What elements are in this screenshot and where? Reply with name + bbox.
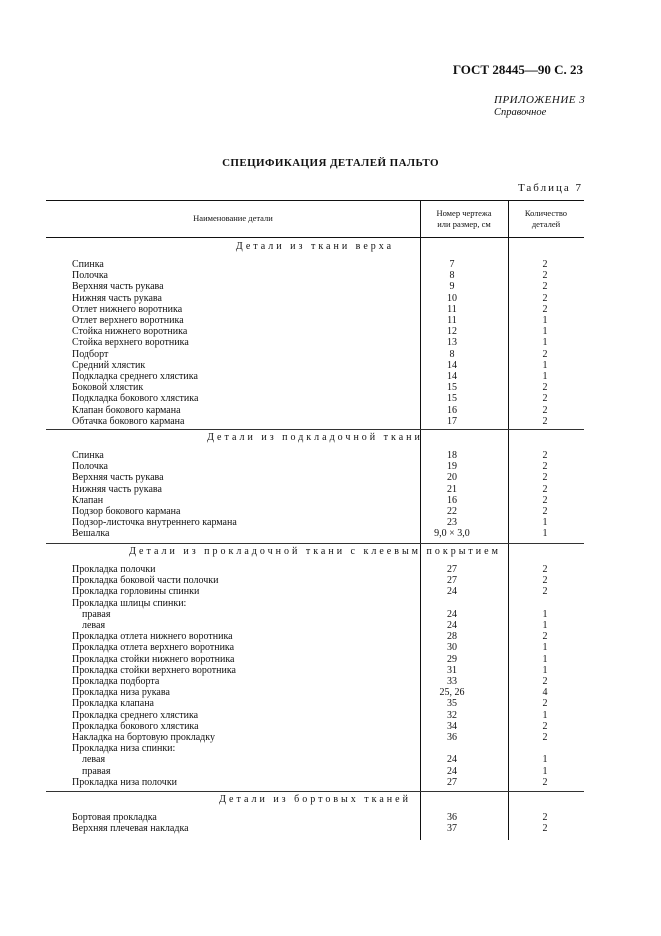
detail-quantity: 1 <box>542 664 548 676</box>
detail-quantity: 1 <box>542 620 548 631</box>
detail-name: Верхняя плечевая накладка <box>72 823 189 835</box>
detail-name: левая <box>82 620 106 631</box>
drawing-number: 8 <box>449 348 455 360</box>
detail-name: Средний хлястик <box>72 359 146 371</box>
table-row <box>46 461 584 472</box>
drawing-number: 27 <box>447 575 457 587</box>
detail-name: Подборт <box>72 348 109 360</box>
drawing-number: 33 <box>447 676 457 687</box>
detail-quantity: 2 <box>542 281 548 293</box>
drawing-number: 9 <box>449 281 455 293</box>
table-row <box>46 564 584 575</box>
drawing-number: 21 <box>447 483 457 495</box>
table-row <box>46 393 584 404</box>
detail-quantity: 2 <box>542 393 548 405</box>
drawing-number: 32 <box>447 709 457 721</box>
detail-quantity: 2 <box>542 483 548 495</box>
detail-name: Подкладка среднего хлястика <box>72 371 198 382</box>
drawing-number: 15 <box>447 382 457 394</box>
table-row <box>46 620 584 631</box>
table-row <box>46 416 584 427</box>
annex-type: Справочное <box>494 107 547 118</box>
table-row <box>46 326 584 337</box>
drawing-number: 27 <box>447 776 457 788</box>
table-row <box>46 687 584 698</box>
detail-name: Подзор бокового кармана <box>72 506 181 517</box>
drawing-number: 24 <box>447 620 457 631</box>
table-row <box>46 766 584 777</box>
table-row <box>46 642 584 653</box>
detail-quantity: 2 <box>542 270 548 282</box>
drawing-number: 34 <box>447 720 457 732</box>
detail-name: Вешалка <box>72 528 110 540</box>
detail-quantity: 2 <box>542 586 548 598</box>
detail-quantity: 1 <box>542 371 548 382</box>
drawing-number: 11 <box>447 315 457 326</box>
table-label: Таблица 7 <box>517 182 583 194</box>
detail-name: Полочка <box>72 270 108 282</box>
specification-table <box>46 200 584 840</box>
detail-quantity: 1 <box>542 517 548 529</box>
table-row <box>46 812 584 823</box>
detail-quantity: 2 <box>542 812 548 823</box>
detail-quantity: 2 <box>542 348 548 360</box>
drawing-number: 25, 26 <box>439 687 465 699</box>
table-row <box>46 777 584 788</box>
drawing-number: 24 <box>447 608 457 620</box>
detail-quantity: 1 <box>542 315 548 326</box>
detail-name: Накладка на бортовую прокладку <box>72 732 215 743</box>
detail-quantity: 1 <box>542 765 548 777</box>
table-row <box>46 495 584 506</box>
detail-name: Прокладка низа полочки <box>72 776 178 788</box>
column-header-qty-line2: деталей <box>531 219 561 229</box>
detail-quantity: 2 <box>542 303 548 315</box>
detail-name: правая <box>82 765 111 777</box>
drawing-number: 8 <box>449 270 455 282</box>
detail-quantity: 1 <box>542 653 548 665</box>
table-row <box>46 575 584 586</box>
table-row <box>46 270 584 281</box>
detail-quantity: 2 <box>542 720 548 732</box>
table-row <box>46 450 584 461</box>
standard-header: ГОСТ 28445—90 С. 23 <box>452 62 583 77</box>
detail-name: Прокладка полочки <box>72 564 156 575</box>
column-header-qty-line1: Количество <box>524 208 568 218</box>
table-row <box>46 743 584 754</box>
table-row <box>46 528 584 539</box>
drawing-number: 30 <box>447 642 457 654</box>
drawing-number: 36 <box>447 812 457 823</box>
detail-name: Клапан бокового кармана <box>72 404 181 416</box>
header-bottom-rule <box>46 237 584 238</box>
detail-name: Клапан <box>72 494 104 506</box>
detail-name: Прокладка низа спинки: <box>72 743 176 755</box>
section-title: Детали из ткани верха <box>235 241 395 252</box>
table-row <box>46 259 584 270</box>
detail-quantity: 1 <box>542 608 548 620</box>
detail-quantity: 2 <box>542 259 548 270</box>
detail-name: правая <box>82 608 111 620</box>
drawing-number: 31 <box>447 664 457 676</box>
detail-name: Стойка верхнего воротника <box>72 337 189 349</box>
drawing-number: 37 <box>447 823 457 835</box>
table-row <box>46 349 584 360</box>
table-row <box>46 676 584 687</box>
table-row <box>46 517 584 528</box>
column-header-number-line2: или размер, см <box>437 219 491 229</box>
detail-quantity: 1 <box>542 359 548 371</box>
detail-quantity: 2 <box>542 506 548 517</box>
drawing-number: 17 <box>447 415 457 427</box>
detail-quantity: 2 <box>542 676 548 687</box>
detail-quantity: 2 <box>542 494 548 506</box>
column-header-qty <box>508 208 584 230</box>
table-row <box>46 598 584 609</box>
table-row <box>46 586 584 597</box>
detail-name: Спинка <box>72 259 104 270</box>
detail-name: Бортовая прокладка <box>72 812 157 823</box>
drawing-number: 22 <box>447 506 457 517</box>
table-row <box>46 405 584 416</box>
detail-name: Подкладка бокового хлястика <box>72 393 199 405</box>
detail-quantity: 2 <box>542 415 548 427</box>
detail-name: Отлет верхнего воротника <box>72 315 184 326</box>
table-row <box>46 281 584 292</box>
section-divider-rule <box>46 429 584 430</box>
drawing-number: 12 <box>447 326 457 338</box>
drawing-number: 7 <box>449 259 455 270</box>
table-row <box>46 665 584 676</box>
detail-quantity: 1 <box>542 642 548 654</box>
table-row <box>46 698 584 709</box>
table-top-rule <box>46 200 584 201</box>
drawing-number: 23 <box>447 517 457 529</box>
detail-quantity: 2 <box>542 404 548 416</box>
drawing-number: 16 <box>447 494 457 506</box>
table-row <box>46 382 584 393</box>
drawing-number: 24 <box>447 586 457 598</box>
detail-quantity: 1 <box>542 709 548 721</box>
drawing-number: 35 <box>447 698 457 710</box>
drawing-number: 28 <box>447 631 457 643</box>
drawing-number: 14 <box>447 371 457 382</box>
drawing-number: 18 <box>447 450 457 461</box>
detail-name: Спинка <box>72 450 104 461</box>
detail-name: Нижняя часть рукава <box>72 483 162 495</box>
detail-name: Прокладка отлета верхнего воротника <box>72 642 235 654</box>
drawing-number: 11 <box>447 303 457 315</box>
section-title: Детали из бортовых тканей <box>219 794 411 805</box>
detail-name: Прокладка горловины спинки <box>72 586 200 598</box>
table-row <box>46 506 584 517</box>
detail-name: Нижняя часть рукава <box>72 292 162 304</box>
detail-name: Обтачка бокового кармана <box>72 415 185 427</box>
table-row <box>46 371 584 382</box>
detail-name: Прокладка среднего хлястика <box>72 709 199 721</box>
detail-quantity: 2 <box>542 461 548 473</box>
column-header-number-line1: Номер чертежа <box>436 208 492 218</box>
detail-quantity: 1 <box>542 326 548 338</box>
annex-label: ПРИЛОЖЕНИЕ 3 <box>494 94 586 106</box>
detail-quantity: 1 <box>542 528 548 540</box>
detail-name: Боковой хлястик <box>72 382 144 394</box>
detail-quantity: 2 <box>542 732 548 743</box>
detail-quantity: 2 <box>542 575 548 587</box>
detail-quantity: 2 <box>542 823 548 835</box>
table-row <box>46 315 584 326</box>
detail-quantity: 4 <box>542 687 548 699</box>
detail-name: Прокладка низа рукава <box>72 687 170 699</box>
drawing-number: 13 <box>447 337 457 349</box>
detail-quantity: 1 <box>542 754 548 766</box>
detail-name: Прокладка шлицы спинки: <box>72 597 187 609</box>
detail-name: Стойка нижнего воротника <box>72 326 188 338</box>
detail-quantity: 2 <box>542 382 548 394</box>
drawing-number: 9,0 × 3,0 <box>434 528 470 540</box>
section-divider-rule <box>46 543 584 544</box>
column-header-name: Наименование детали <box>193 213 273 223</box>
detail-name: Прокладка стойки нижнего воротника <box>72 653 235 665</box>
table-row <box>46 484 584 495</box>
section-title: Детали из подкладочной ткани <box>207 432 423 443</box>
detail-quantity: 2 <box>542 292 548 304</box>
table-row <box>46 472 584 483</box>
section-divider-rule <box>46 791 584 792</box>
drawing-number: 10 <box>447 292 457 304</box>
drawing-number: 15 <box>447 393 457 405</box>
detail-name: Полочка <box>72 461 108 473</box>
detail-quantity: 1 <box>542 337 548 349</box>
detail-name: Верхняя часть рукава <box>72 281 164 293</box>
table-row <box>46 710 584 721</box>
table-row <box>46 360 584 371</box>
section-title: Детали из прокладочной ткани с клеевым покрытием <box>129 546 501 557</box>
table-row <box>46 654 584 665</box>
detail-name: Прокладка боковой части полочки <box>72 575 219 587</box>
table-row <box>46 732 584 743</box>
detail-quantity: 2 <box>542 450 548 461</box>
detail-name: Прокладка бокового хлястика <box>72 720 199 732</box>
detail-name: Прокладка клапана <box>72 698 154 710</box>
drawing-number: 14 <box>447 359 457 371</box>
detail-quantity: 2 <box>542 564 548 575</box>
drawing-number: 29 <box>447 653 457 665</box>
detail-name: левая <box>82 754 106 766</box>
table-row <box>46 293 584 304</box>
detail-name: Отлет нижнего воротника <box>72 303 183 315</box>
table-row <box>46 721 584 732</box>
drawing-number: 27 <box>447 564 457 575</box>
drawing-number: 24 <box>447 765 457 777</box>
detail-name: Прокладка стойки верхнего воротника <box>72 664 236 676</box>
detail-name: Подзор-листочка внутреннего кармана <box>72 517 237 529</box>
detail-name: Прокладка отлета нижнего воротника <box>72 631 233 643</box>
table-row <box>46 823 584 834</box>
drawing-number: 19 <box>447 461 457 473</box>
page-title: СПЕЦИФИКАЦИЯ ДЕТАЛЕЙ ПАЛЬТО <box>222 157 439 169</box>
detail-name: Прокладка подборта <box>72 676 160 687</box>
drawing-number: 20 <box>447 472 457 484</box>
column-header-number <box>420 208 508 230</box>
drawing-number: 36 <box>447 732 457 743</box>
table-row <box>46 304 584 315</box>
table-row <box>46 337 584 348</box>
table-row <box>46 609 584 620</box>
detail-name: Верхняя часть рукава <box>72 472 164 484</box>
drawing-number: 24 <box>447 754 457 766</box>
table-row <box>46 754 584 765</box>
detail-quantity: 2 <box>542 776 548 788</box>
table-row <box>46 631 584 642</box>
detail-quantity: 2 <box>542 631 548 643</box>
detail-quantity: 2 <box>542 472 548 484</box>
detail-quantity: 2 <box>542 698 548 710</box>
drawing-number: 16 <box>447 404 457 416</box>
